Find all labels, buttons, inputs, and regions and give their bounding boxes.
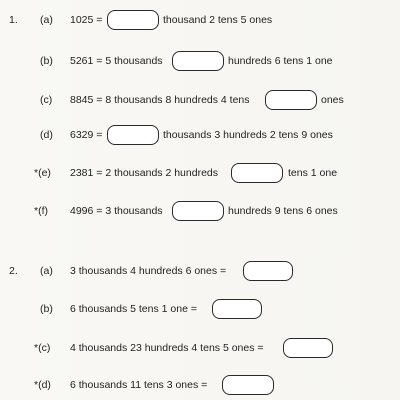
q1a-row [0,9,400,31]
q2c-answer-box[interactable] [283,338,333,358]
q1d-text-start: 6329 = [70,129,103,141]
q1f-label: *(f) [34,205,48,217]
q1b-answer-box[interactable] [172,51,224,71]
q1e-row [0,162,400,184]
q1d-label: (d) [40,129,53,141]
q1d-row [0,124,400,146]
q2a-text-start: 3 thousands 4 hundreds 6 ones = [70,265,227,277]
q1c-text-end: ones [321,94,344,106]
q2b-label: (b) [40,303,53,315]
q2d-label: *(d) [34,379,51,391]
q1d-answer-box[interactable] [107,125,159,145]
q2b-row [0,298,400,320]
q1a-text-end: thousand 2 tens 5 ones [163,14,273,26]
q1c-answer-box[interactable] [265,90,317,110]
q2d-answer-box[interactable] [222,375,274,395]
q1a-label: (a) [40,14,53,26]
q2a-answer-box[interactable] [243,261,293,281]
q1c-text-start: 8845 = 8 thousands 8 hundreds 4 tens [70,94,250,106]
q1d-text-end: thousands 3 hundreds 2 tens 9 ones [163,129,333,141]
q1a-text-start: 1025 = [70,14,103,26]
q1b-text-start: 5261 = 5 thousands [70,55,163,67]
q2a-row [0,260,400,282]
q2c-label: *(c) [34,342,51,354]
q2b-text-start: 6 thousands 5 tens 1 one = [70,303,197,315]
q2c-row [0,337,400,359]
q1c-label: (c) [40,94,53,106]
q2b-answer-box[interactable] [212,299,262,319]
q1c-row [0,89,400,111]
q1e-text-start: 2381 = 2 thousands 2 hundreds [70,167,218,179]
q1b-row [0,50,400,72]
q1f-text-end: hundreds 9 tens 6 ones [228,205,338,217]
q2d-text-start: 6 thousands 11 tens 3 ones = [70,379,208,391]
q1e-text-end: tens 1 one [288,167,338,179]
q2a-label: (a) [40,265,53,277]
q1f-row [0,200,400,222]
q1e-answer-box[interactable] [231,163,283,183]
q1b-text-end: hundreds 6 tens 1 one [228,55,333,67]
q2c-text-start: 4 thousands 23 hundreds 4 tens 5 ones = [70,342,264,354]
question-2-number: 2. [9,265,18,277]
q2d-row [0,374,400,396]
q1f-text-start: 4996 = 3 thousands [70,205,163,217]
q1a-answer-box[interactable] [107,10,159,30]
q1b-label: (b) [40,55,53,67]
question-1-number: 1. [9,14,18,26]
q1e-label: *(e) [34,167,51,179]
q1f-answer-box[interactable] [172,201,224,221]
